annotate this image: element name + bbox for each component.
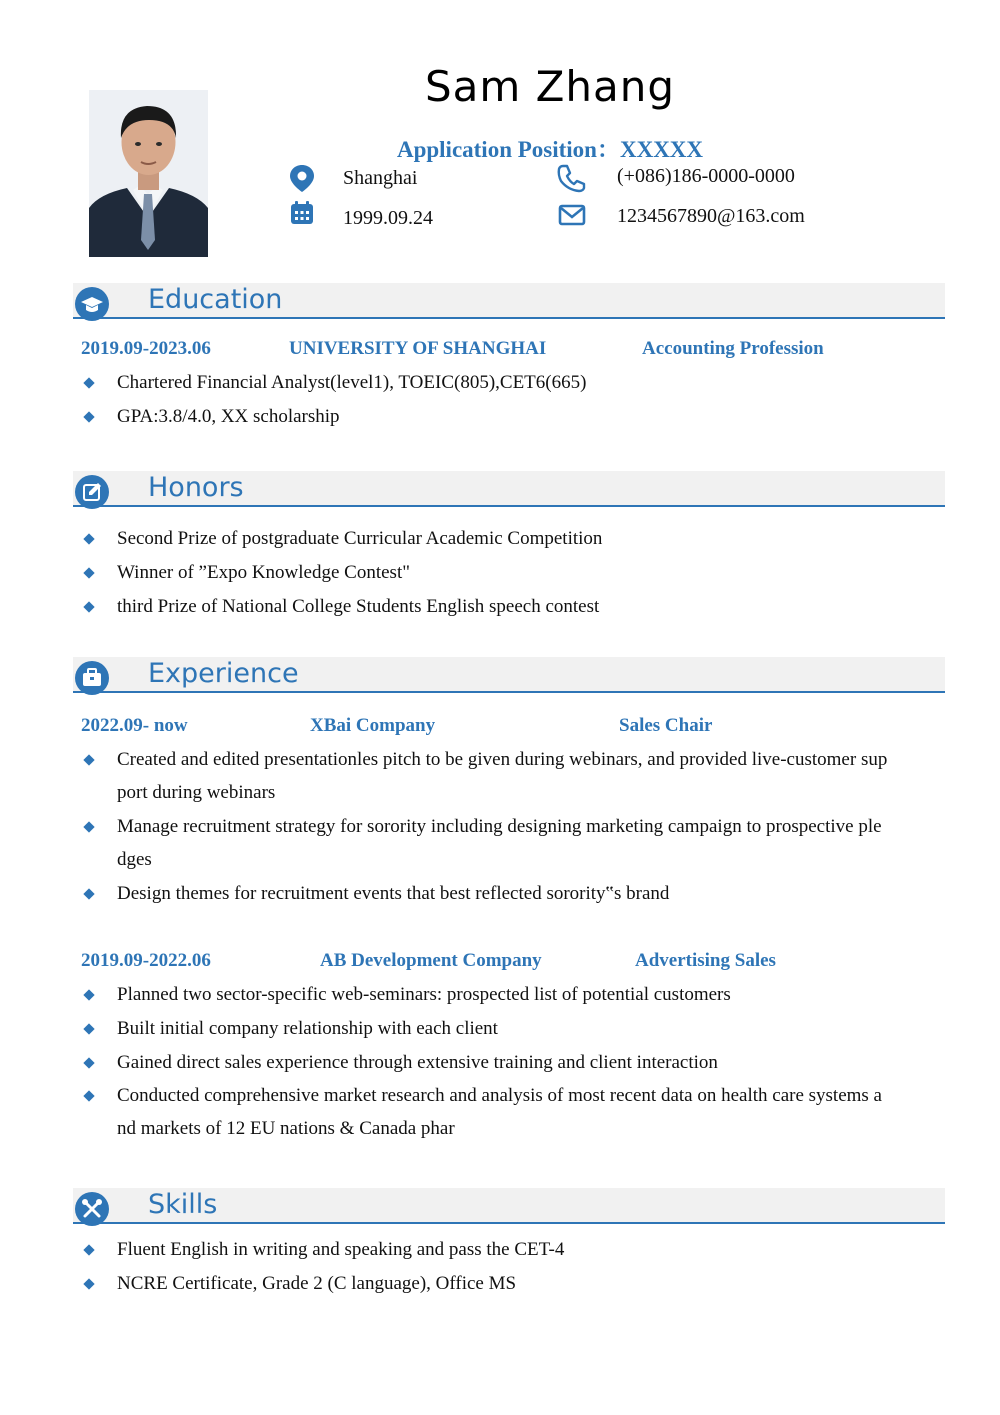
candidate-name: Sam Zhang [424, 62, 676, 111]
job-role: Advertising Sales [635, 950, 776, 971]
graduation-cap-icon [75, 287, 109, 321]
education-major: Accounting Profession [642, 338, 824, 359]
education-item: GPA:3.8/4.0, XX scholarship [117, 406, 340, 427]
job-item: Conducted comprehensive market research and analysis of most recent data on health care systems a [117, 1085, 882, 1106]
mail-icon [558, 203, 586, 227]
honors-item: Winner of ”Expo Knowledge Contest" [117, 562, 410, 583]
job-item-continued: dges [117, 849, 152, 870]
email-text: 1234567890@163.com [617, 205, 805, 227]
job-item: Gained direct sales experience through extensive training and client interaction [117, 1052, 718, 1073]
profile-photo [89, 90, 208, 257]
skills-title: Skills [148, 1189, 218, 1220]
job-item-continued: port during webinars [117, 782, 276, 803]
location-text: Shanghai [343, 167, 418, 189]
phone-icon [556, 163, 586, 193]
experience-section-header [73, 657, 945, 693]
job-item-continued: nd markets of 12 EU nations & Canada phar [117, 1118, 455, 1139]
birthdate-text: 1999.09.24 [343, 207, 433, 229]
skills-item: Fluent English in writing and speaking and pass the CET-4 [117, 1239, 565, 1260]
job-date: 2022.09- now [81, 715, 188, 736]
job-role: Sales Chair [619, 715, 713, 736]
location-pin-icon [287, 163, 317, 193]
application-position: Application Position：XXXXX [396, 137, 704, 162]
phone-text: (+086)186-0000-0000 [617, 165, 795, 187]
education-school: UNIVERSITY OF SHANGHAI [289, 338, 547, 359]
education-item: Chartered Financial Analyst(level1), TOEIC(805),CET6(665) [117, 372, 587, 393]
skills-section-header [73, 1188, 945, 1224]
honors-title: Honors [148, 472, 244, 503]
education-section-header [73, 283, 945, 319]
honors-item: Second Prize of postgraduate Curricular Academic Competition [117, 528, 603, 549]
calendar-icon [289, 200, 315, 226]
job-company: XBai Company [310, 715, 436, 736]
job-date: 2019.09-2022.06 [81, 950, 211, 971]
skills-item: NCRE Certificate, Grade 2 (C language), Office MS [117, 1273, 517, 1294]
honors-item: third Prize of National College Students English speech contest [117, 596, 600, 617]
education-date: 2019.09-2023.06 [81, 338, 211, 359]
education-title: Education [148, 284, 283, 315]
job-item: Design themes for recruitment events that best reflected sorority‟s brand [117, 883, 670, 904]
experience-title: Experience [148, 658, 299, 689]
job-item: Built initial company relationship with each client [117, 1018, 498, 1039]
edit-icon [75, 475, 109, 509]
briefcase-icon [75, 661, 109, 695]
job-item: Planned two sector-specific web-seminars: prospected list of potential customers [117, 984, 731, 1005]
job-item: Created and edited presentationles pitch to be given during webinars, and provided live-customer sup [117, 749, 888, 770]
tools-icon [75, 1192, 109, 1226]
job-company: AB Development Company [320, 950, 542, 971]
honors-section-header [73, 471, 945, 507]
job-item: Manage recruitment strategy for sorority including designing marketing campaign to prospective ple [117, 816, 882, 837]
